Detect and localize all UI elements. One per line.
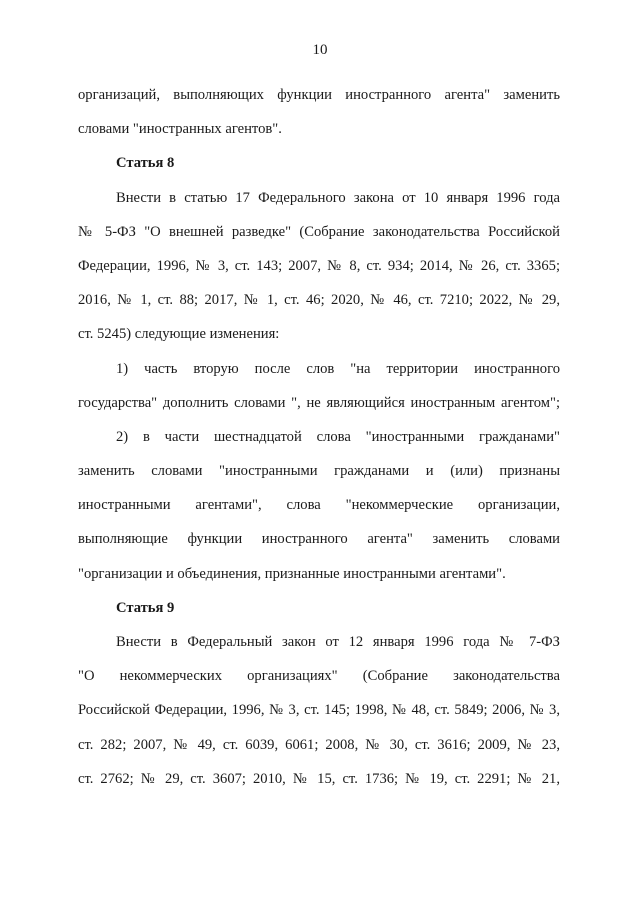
text-line: "О некоммерческих организациях" (Собрание законодательства (78, 668, 560, 685)
text-line: 2) в части шестнадцатой слова "иностранными гражданами" (116, 428, 560, 445)
text-line: "организации и объединения, признанные иностранными агентами". (78, 565, 506, 582)
text-line: выполняющие функции иностранного агента" заменить словами (78, 531, 560, 548)
text-line: 2016, № 1, ст. 88; 2017, № 1, ст. 46; 2020, № 46, ст. 7210; 2022, № 29, (78, 292, 560, 309)
text-line: № 5-ФЗ "О внешней разведке" (Собрание законодательства Российской (78, 223, 560, 240)
page-number: 10 (312, 42, 328, 58)
text-line: Внести в Федеральный закон от 12 января 1996 года № 7-ФЗ (116, 634, 560, 650)
text-line: Российской Федерации, 1996, № 3, ст. 145; 1998, № 48, ст. 5849; 2006, № 3, (78, 702, 560, 719)
text-line: иностранными агентами", слова "некоммерческие организации, (78, 497, 560, 514)
article-heading: Статья 9 (116, 599, 175, 616)
text-line: государства" дополнить словами ", не являющийся иностранным агентом"; (78, 394, 560, 411)
text-line: ст. 2762; № 29, ст. 3607; 2010, № 15, ст. 1736; № 19, ст. 2291; № 21, (78, 770, 560, 787)
article-heading: Статья 8 (116, 155, 175, 172)
text-line: 1) часть вторую после слов "на территории иностранного (116, 360, 560, 377)
text-line: ст. 282; 2007, № 49, ст. 6039, 6061; 2008, № 30, ст. 3616; 2009, № 23, (78, 736, 560, 753)
text-line: ст. 5245) следующие изменения: (78, 326, 280, 343)
text-line: Федерации, 1996, № 3, ст. 143; 2007, № 8, ст. 934; 2014, № 26, ст. 3365; (78, 257, 560, 274)
text-line: организаций, выполняющих функции иностранного агента" заменить (78, 87, 560, 103)
document-body (78, 78, 560, 796)
text-line: Внести в статью 17 Федерального закона от 10 января 1996 года (116, 189, 560, 206)
text-line: заменить словами "иностранными гражданами и (или) признаны (78, 463, 560, 480)
text-line: словами "иностранных агентов". (78, 121, 282, 138)
